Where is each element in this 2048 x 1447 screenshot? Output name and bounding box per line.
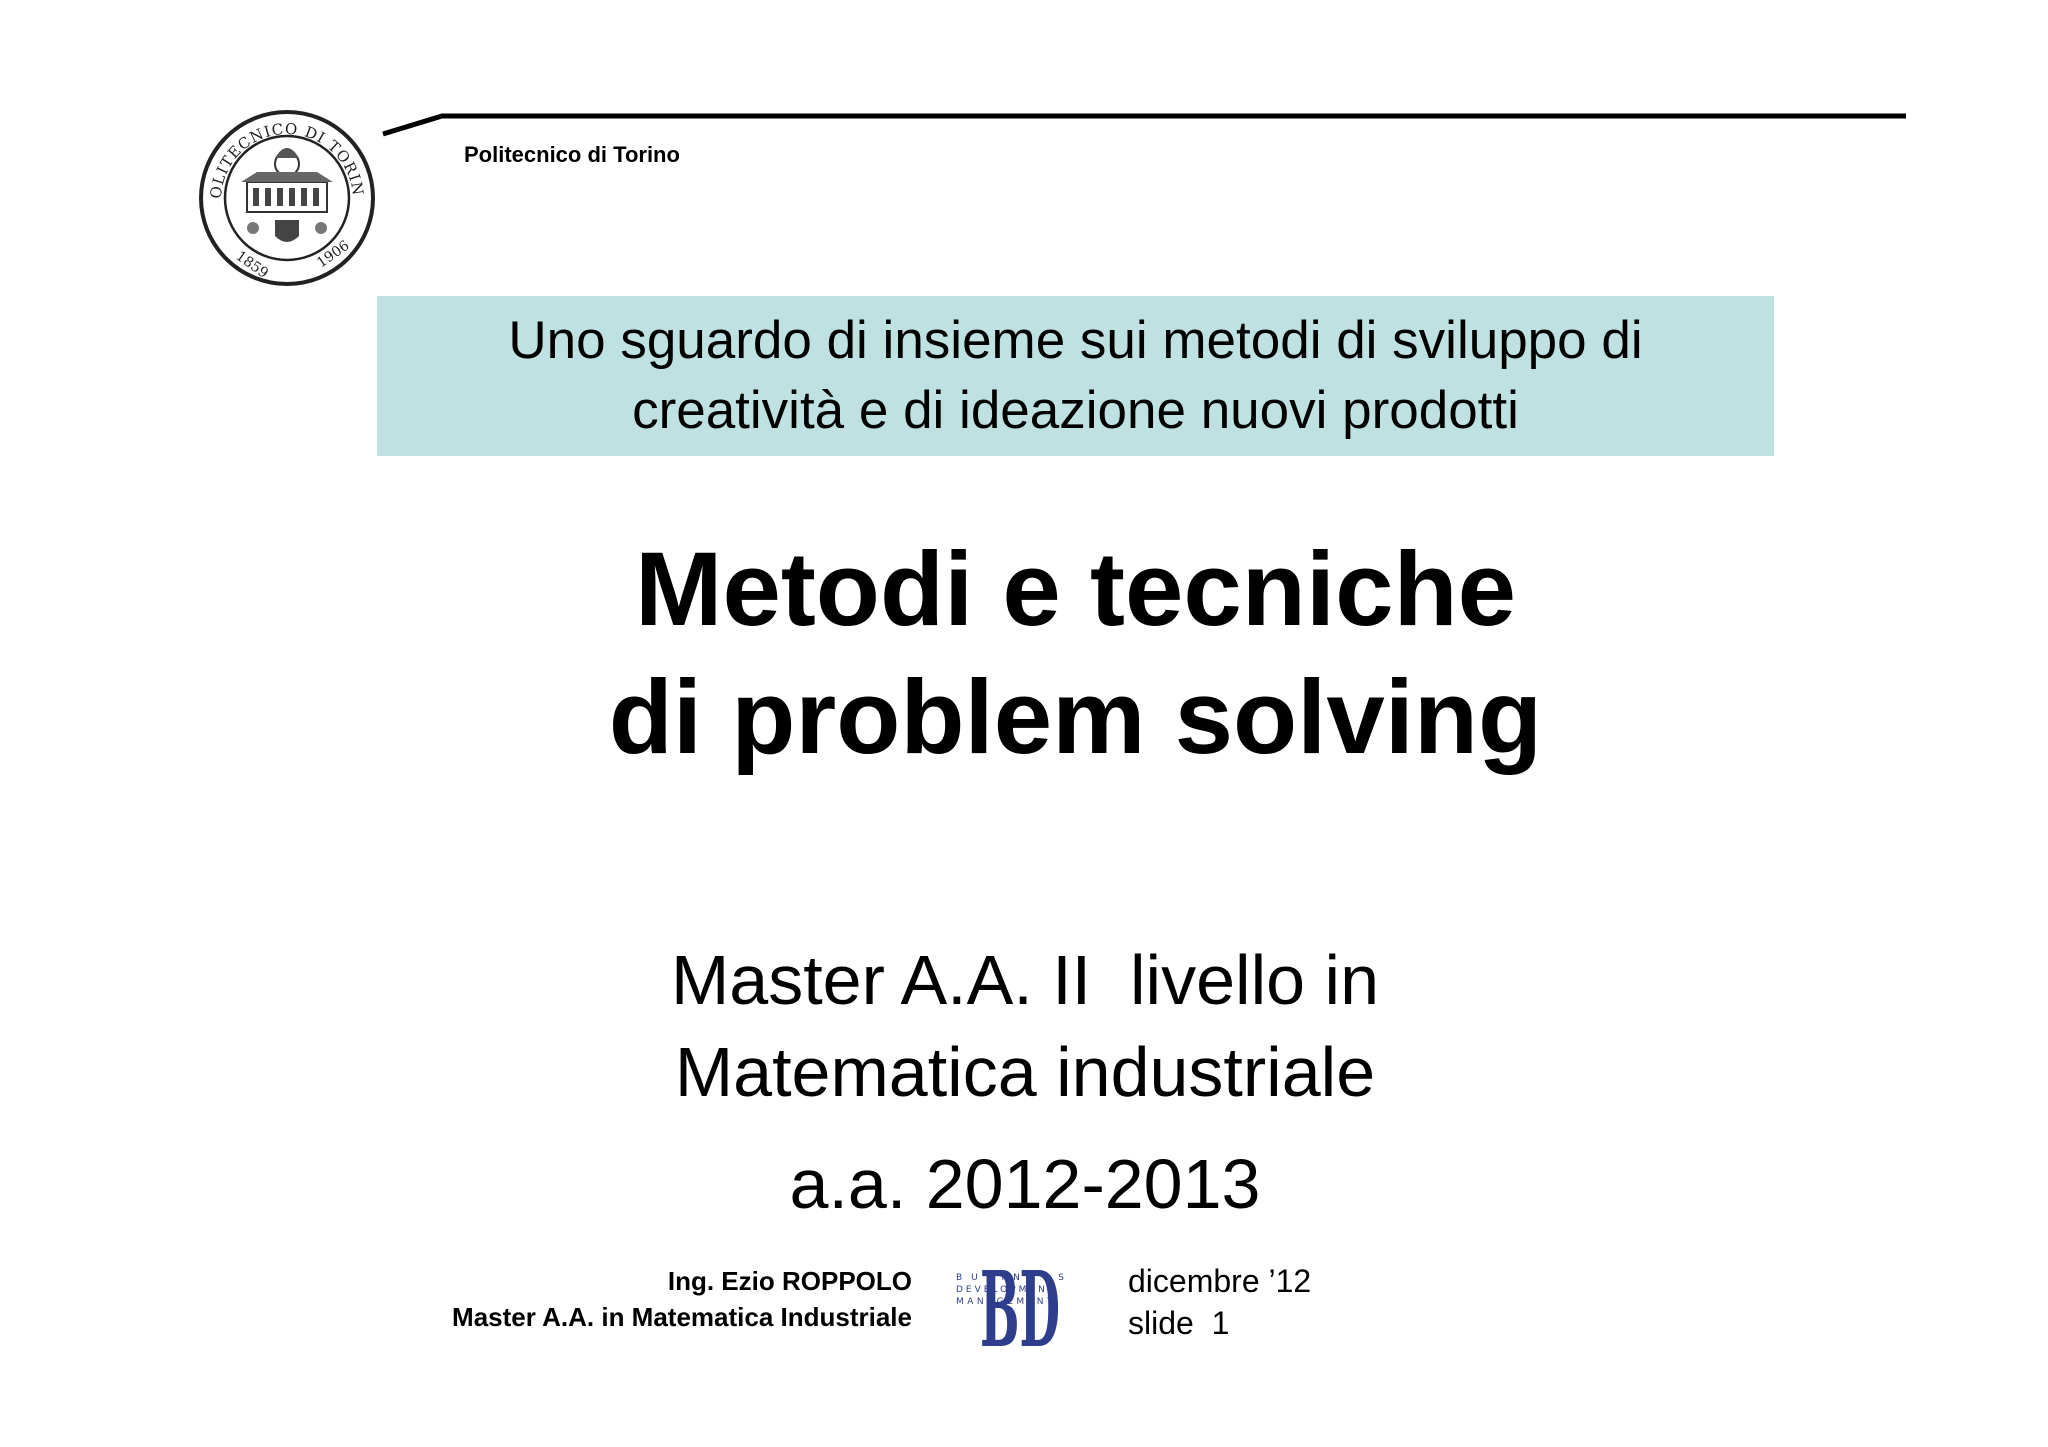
svg-text:1906: 1906 xyxy=(314,237,353,272)
slide-title xyxy=(377,526,1774,782)
course-line-1: Master A.A. II livello in xyxy=(670,941,1380,1019)
subtitle-band xyxy=(377,296,1774,456)
footer-program: Master A.A. in Matematica Industriale xyxy=(452,1302,912,1332)
course-line-2: Matematica industriale xyxy=(674,1033,1376,1111)
header-rule xyxy=(382,110,1907,140)
svg-text:1859: 1859 xyxy=(232,248,272,282)
svg-text:BUSINESS: BUSINESS xyxy=(956,1273,1073,1283)
svg-text:POLITECNICO DI TORINO: OLITECNICO DI TORIN xyxy=(206,119,368,200)
slide-number: slide 1 xyxy=(1128,1305,1230,1341)
footer-date: dicembre ’12 xyxy=(1128,1263,1312,1299)
academic-year: a.a. 2012-2013 xyxy=(789,1145,1261,1223)
subtitle xyxy=(508,306,1642,446)
svg-text:MANAGEMENT: MANAGEMENT xyxy=(956,1297,1056,1307)
footer-author-block xyxy=(452,1263,912,1335)
institution-name: Politecnico di Torino xyxy=(464,142,680,167)
politecnico-seal-icon xyxy=(193,108,381,288)
title-line-2: di problem solving xyxy=(608,659,1543,776)
bdm-logo-icon xyxy=(950,1246,1090,1354)
svg-text:BD: BD xyxy=(980,1248,1060,1354)
footer-author: Ing. Ezio ROPPOLO xyxy=(667,1266,912,1296)
title-line-1: Metodi e tecniche xyxy=(634,531,1516,648)
svg-text:DEVELOPMENT: DEVELOPMENT xyxy=(956,1285,1057,1295)
subtitle-line-2: creatività e di ideazione nuovi prodotti xyxy=(632,381,1519,440)
course-info xyxy=(377,934,1673,1118)
subtitle-line-1: Uno sguardo di insieme sui metodi di sviluppo di xyxy=(508,311,1643,370)
footer-meta xyxy=(1128,1260,1311,1344)
